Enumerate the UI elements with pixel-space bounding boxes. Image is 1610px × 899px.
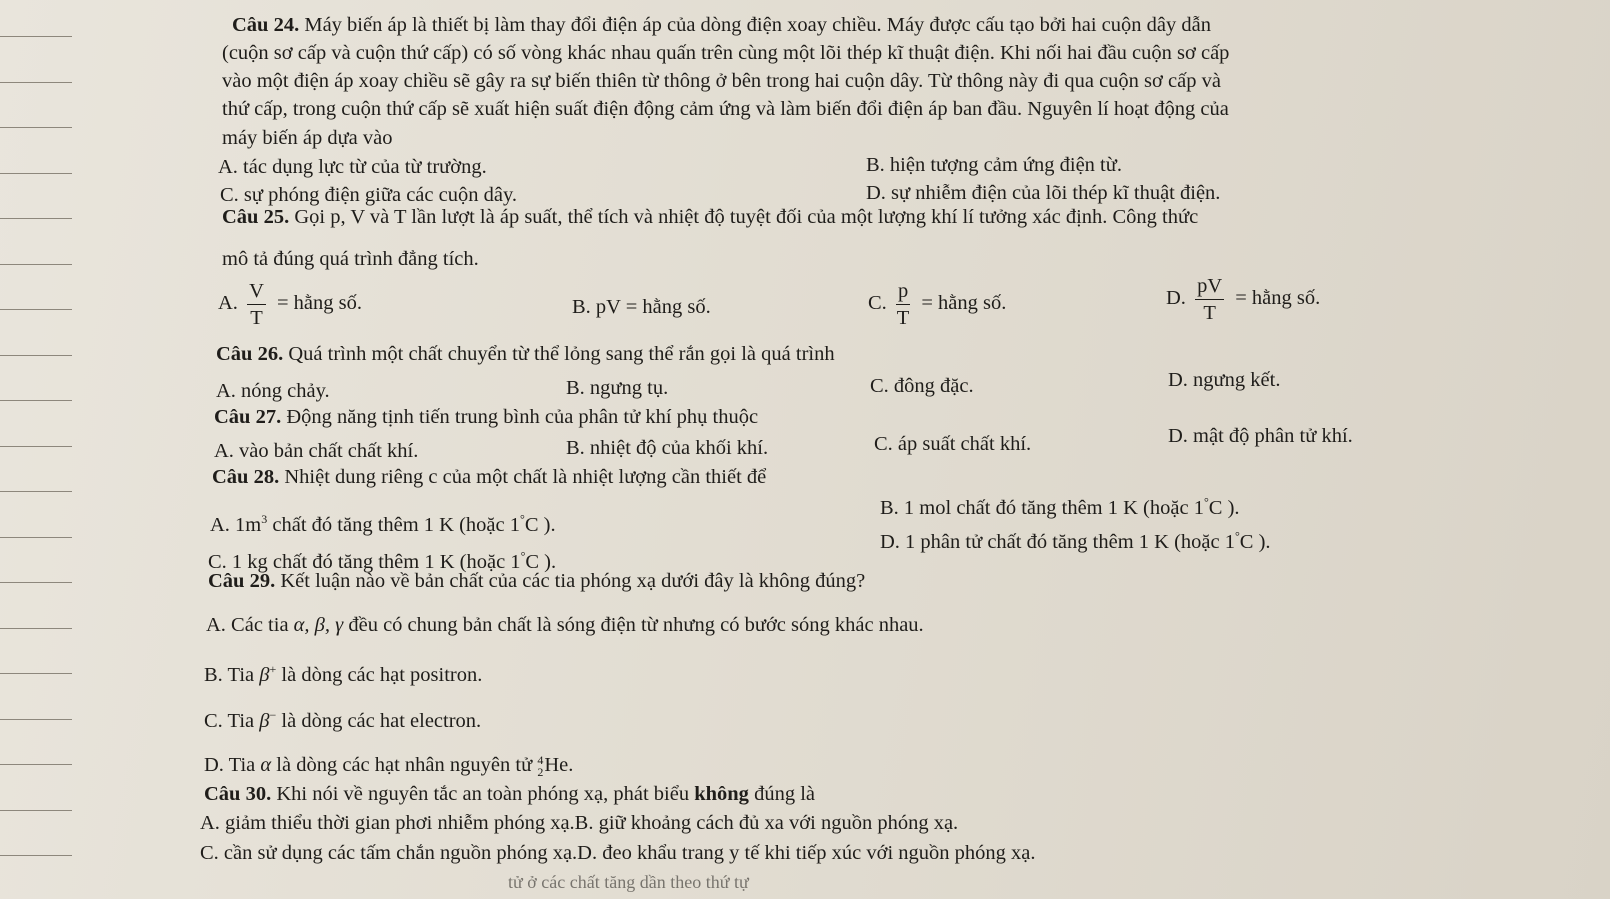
q27-option-a: A. vào bản chất chất khí. bbox=[214, 440, 419, 462]
margin-rule bbox=[0, 673, 72, 674]
margin-rule bbox=[0, 36, 72, 37]
q24-line-1 bbox=[232, 14, 1211, 37]
margin-rule bbox=[0, 537, 72, 538]
margin-rule bbox=[0, 446, 72, 447]
q29-option-b: B. Tia β+ là dòng các hạt positron. bbox=[204, 662, 483, 686]
margin-rule bbox=[0, 719, 72, 720]
q26-stem bbox=[216, 343, 835, 366]
q29-option-a: A. Các tia α, β, γ đều có chung bản chất là sóng điện từ nhưng có bước sóng khác nhau. bbox=[206, 614, 924, 636]
q26-option-d: D. ngưng kết. bbox=[1168, 369, 1281, 391]
q30-options-ab: A. giảm thiểu thời gian phơi nhiễm phóng xạ.B. giữ khoảng cách đủ xa với nguồn phóng xạ. bbox=[200, 812, 959, 834]
q29-text: Kết luận nào về bản chất của các tia phóng xạ dưới đây là không đúng? bbox=[280, 570, 866, 592]
margin-rule bbox=[0, 309, 72, 310]
q30-stem: Câu 30. Khi nói về nguyên tắc an toàn phóng xạ, phát biểu không đúng là bbox=[204, 783, 815, 805]
q28-option-d: D. 1 phân tử chất đó tăng thêm 1 K (hoặc 1°C ). bbox=[880, 529, 1271, 553]
q29-option-c: C. Tia β− là dòng các hat electron. bbox=[204, 708, 482, 732]
q28-stem bbox=[212, 466, 766, 489]
q25-text-1: Gọi p, V và T lần lượt là áp suất, thể tích và nhiệt độ tuyệt đối của một lượng khí lí tưởng xác định. Công thức bbox=[294, 206, 1199, 228]
q29-stem bbox=[208, 570, 865, 593]
next-question-cut-off: tử ở các chất tăng dần theo thứ tự bbox=[508, 872, 749, 892]
margin-rule bbox=[0, 218, 72, 219]
q24-text-1: Máy biến áp là thiết bị làm thay đổi điện áp của dòng điện xoay chiều. Máy được cấu tạo bởi hai cuộn dây dẫn bbox=[304, 14, 1211, 36]
q25-option-b: B. pV = hằng số. bbox=[572, 296, 711, 318]
q30-label: Câu 30. bbox=[204, 783, 272, 805]
margin-rule bbox=[0, 355, 72, 356]
margin-rule bbox=[0, 127, 72, 128]
q26-option-c: C. đông đặc. bbox=[870, 375, 974, 397]
q24-option-a: A. tác dụng lực từ của từ trường. bbox=[218, 156, 487, 178]
q29-option-d: D. Tia α là dòng các hạt nhân nguyên tử 4 2 He. bbox=[204, 753, 574, 780]
margin-rule bbox=[0, 582, 72, 583]
margin-rule bbox=[0, 810, 72, 811]
q26-option-a: A. nóng chảy. bbox=[216, 380, 330, 402]
margin-rule bbox=[0, 628, 72, 629]
q27-stem bbox=[214, 406, 758, 429]
q25-label: Câu 25. bbox=[222, 206, 290, 228]
q27-text: Động năng tịnh tiến trung bình của phân tử khí phụ thuộc bbox=[286, 406, 759, 428]
q28-option-b: B. 1 mol chất đó tăng thêm 1 K (hoặc 1°C ). bbox=[880, 495, 1240, 519]
margin-rule bbox=[0, 400, 72, 401]
q25-text-2: mô tả đúng quá trình đẳng tích. bbox=[222, 248, 479, 270]
q24-label: Câu 24. bbox=[232, 14, 300, 36]
fraction-p-over-t: $\frac{p}{T}$ bbox=[896, 280, 910, 329]
q24-text-5: máy biến áp dựa vào bbox=[222, 127, 393, 149]
fraction-v-over-t: $\frac{V}{T}$ bbox=[249, 280, 264, 329]
q24-text-2: (cuộn sơ cấp và cuộn thứ cấp) có số vòng khác nhau quấn trên cùng một lõi thép kĩ thuật điện. Khi nối hai đầu cuộn sơ cấp bbox=[222, 42, 1230, 64]
q25-option-d: D. $\frac{pV}{T}$ = hằng số. bbox=[1166, 275, 1321, 324]
margin-rule bbox=[0, 855, 72, 856]
margin-rule bbox=[0, 82, 72, 83]
margin-rule bbox=[0, 764, 72, 765]
q27-label: Câu 27. bbox=[214, 406, 282, 428]
q29-label: Câu 29. bbox=[208, 570, 276, 592]
margin-rule bbox=[0, 491, 72, 492]
q25-line-1 bbox=[222, 206, 1198, 229]
q28-text: Nhiệt dung riêng c của một chất là nhiệt lượng cần thiết để bbox=[284, 466, 767, 488]
q24-option-c: C. sự phóng điện giữa các cuộn dây. bbox=[220, 184, 517, 206]
q26-label: Câu 26. bbox=[216, 343, 284, 365]
q26-option-b: B. ngưng tụ. bbox=[566, 377, 669, 399]
q27-option-b: B. nhiệt độ của khối khí. bbox=[566, 437, 769, 459]
q30-not-emphasis: không bbox=[694, 783, 749, 805]
q28-option-c: C. 1 kg chất đó tăng thêm 1 K (hoặc 1°C ). bbox=[208, 549, 557, 573]
margin-rule bbox=[0, 264, 72, 265]
q28-label: Câu 28. bbox=[212, 466, 280, 488]
q24-text-4: thứ cấp, trong cuộn thứ cấp sẽ xuất hiện suất điện động cảm ứng và làm biến đổi điện áp ban đầu. Nguyên lí hoạt động của bbox=[222, 98, 1229, 120]
q25-option-a: A. $\frac{V}{T}$ = hằng số. bbox=[218, 280, 363, 329]
q27-option-c: C. áp suất chất khí. bbox=[874, 433, 1032, 455]
q24-option-d: D. sự nhiễm điện của lõi thép kĩ thuật điện. bbox=[866, 182, 1221, 204]
q30-options-cd: C. cần sử dụng các tấm chắn nguồn phóng xạ.D. đeo khẩu trang y tế khi tiếp xúc với nguồn phóng xạ. bbox=[200, 842, 1036, 864]
notebook-margin-lines bbox=[0, 0, 75, 899]
q26-text: Quá trình một chất chuyển từ thể lỏng sang thể rắn gọi là quá trình bbox=[288, 343, 835, 365]
helium-isotope-notation: 4 2 bbox=[537, 753, 544, 780]
margin-rule bbox=[0, 173, 72, 174]
q27-option-d: D. mật độ phân tử khí. bbox=[1168, 425, 1353, 447]
fraction-pv-over-t: $\frac{pV}{T}$ bbox=[1197, 275, 1223, 324]
q25-option-c: C. $\frac{p}{T}$ = hằng số. bbox=[868, 280, 1007, 329]
q24-text-3: vào một điện áp xoay chiều sẽ gây ra sự biến thiên từ thông ở bên trong hai cuộn dây. Từ thông này đi qua cuộn sơ cấp và bbox=[222, 70, 1221, 92]
q28-option-a: A. $1m^3$ chất đó tăng thêm 1 K (hoặc 1°C ). bbox=[210, 512, 556, 536]
q24-option-b: B. hiện tượng cảm ứng điện từ. bbox=[866, 154, 1122, 176]
